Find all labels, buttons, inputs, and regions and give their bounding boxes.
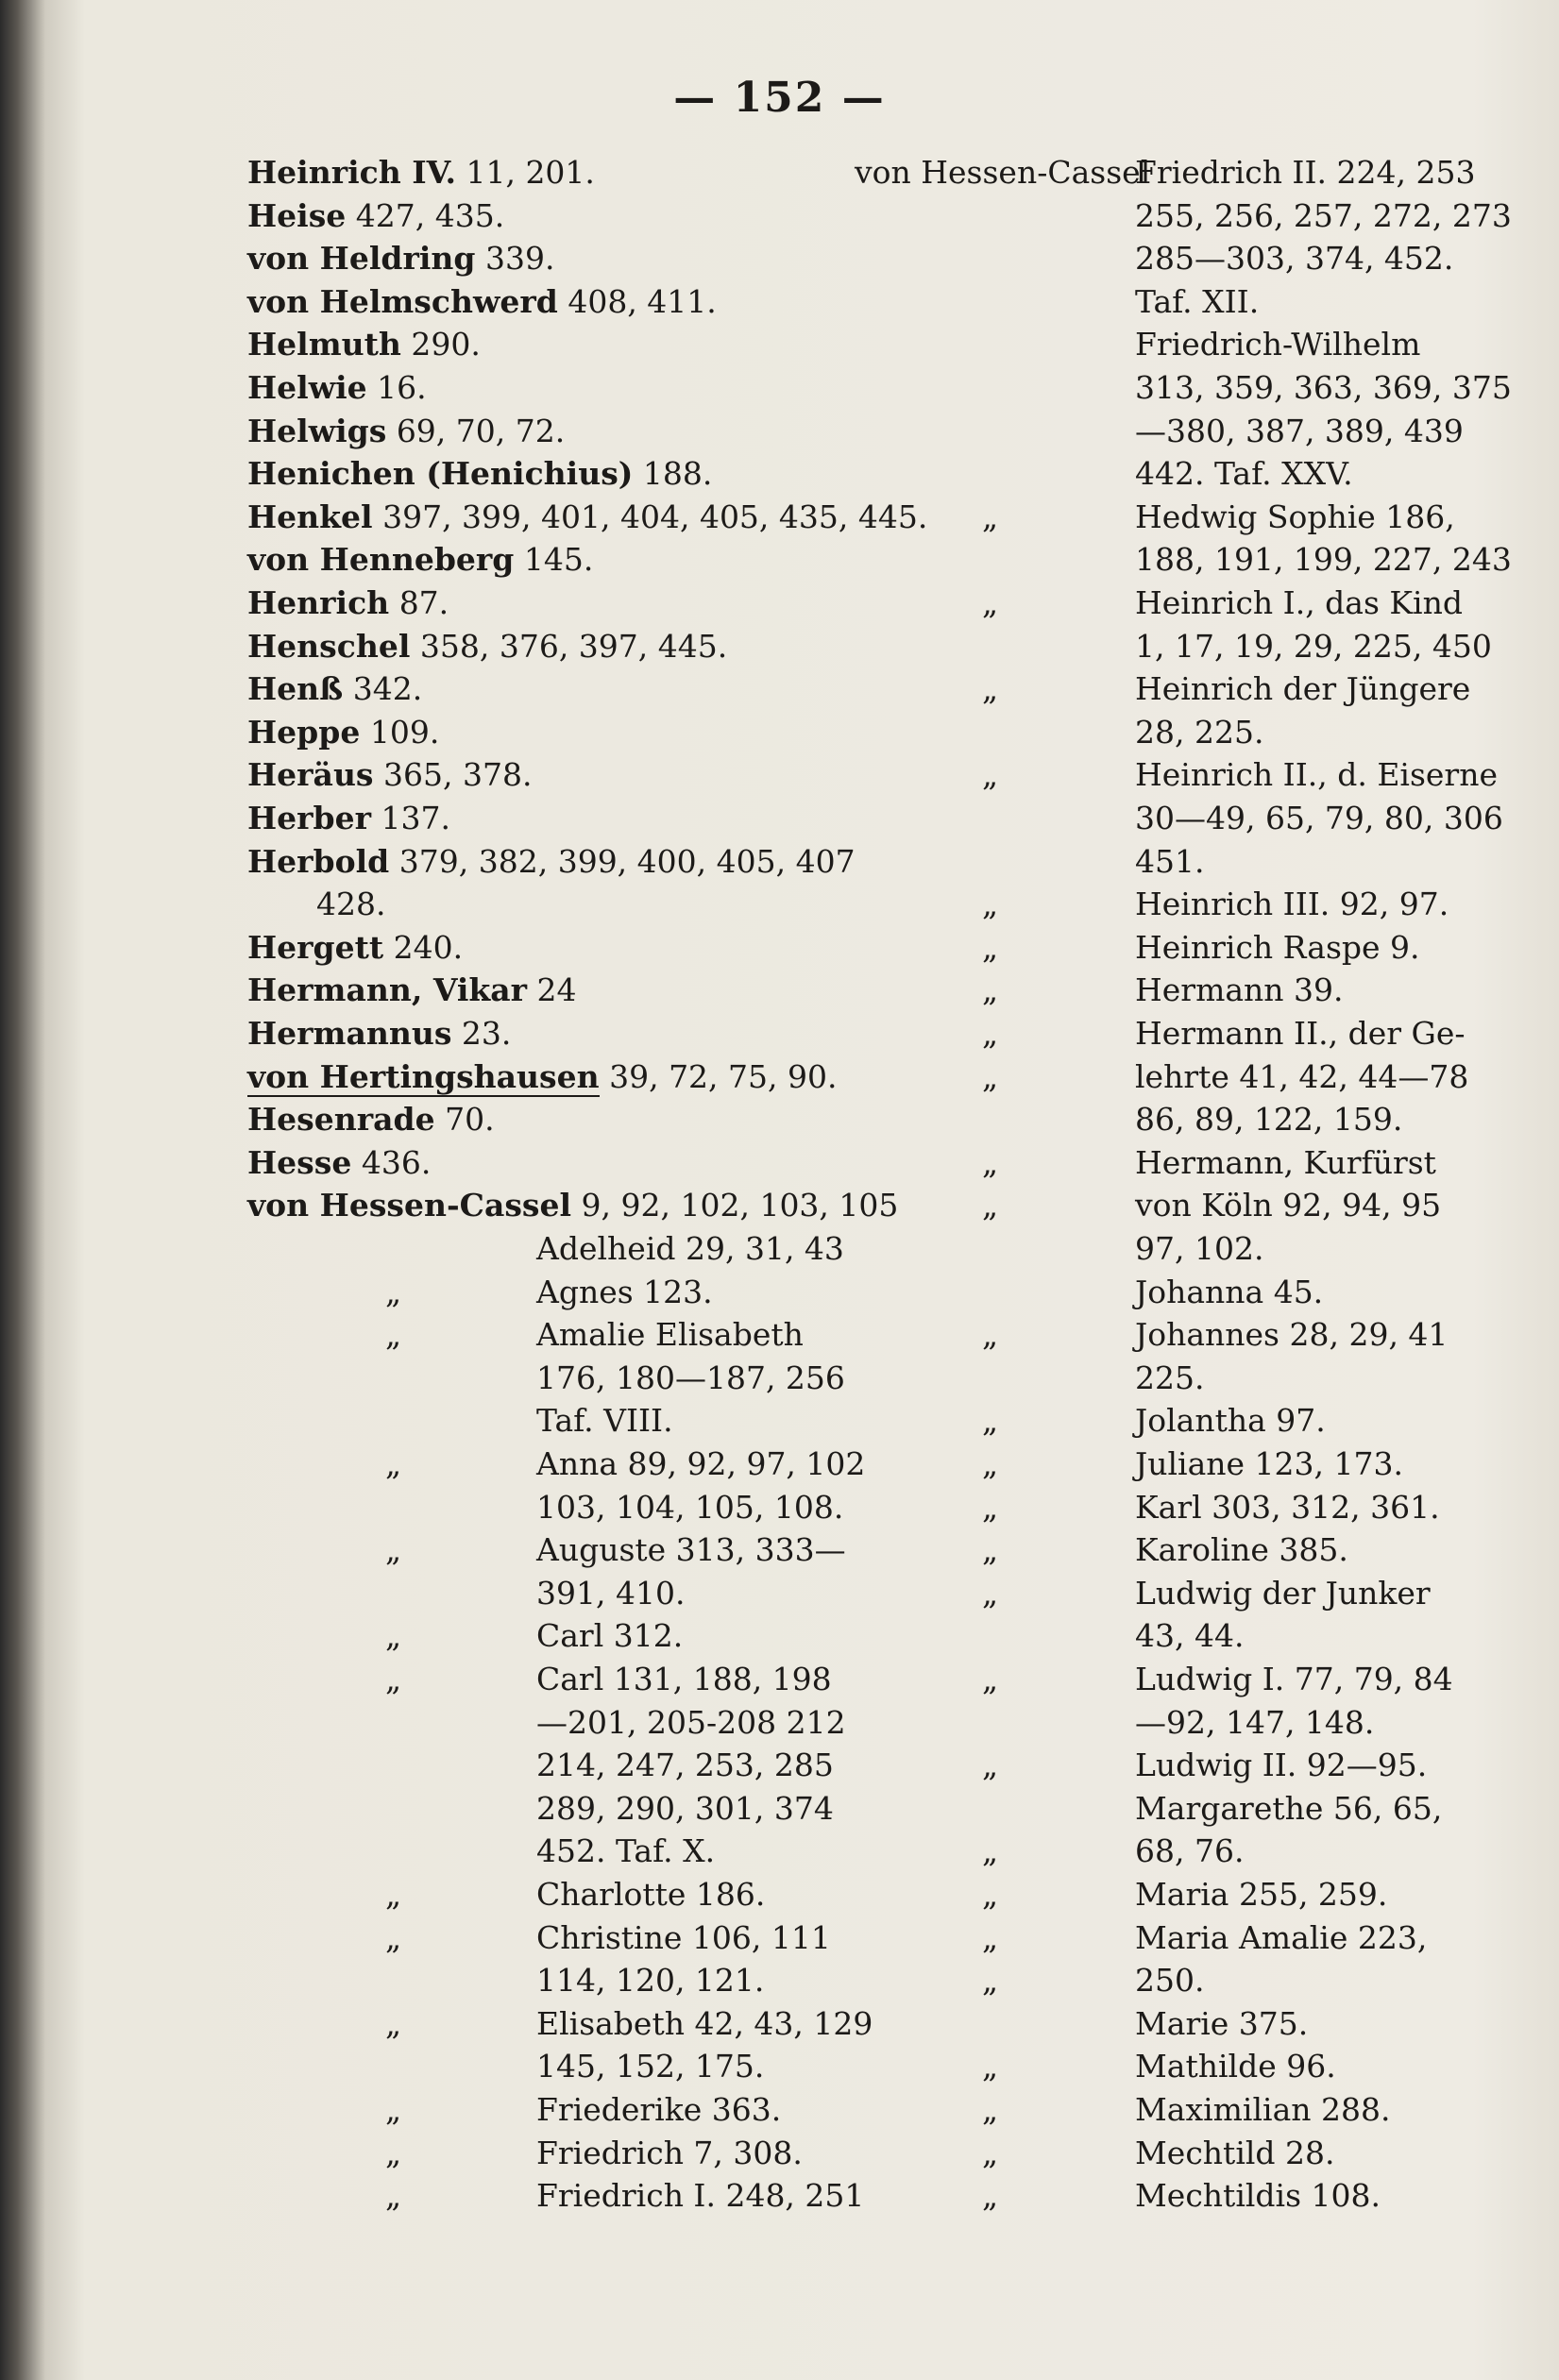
sub-entry: Adelheid 29, 31, 43: [536, 1230, 844, 1267]
entry-name: von Heldring: [247, 240, 476, 278]
index-entry: [247, 366, 427, 410]
ditto-mark: „: [982, 1876, 999, 1913]
entry-name: Henß: [247, 670, 344, 708]
ditto-mark: „: [982, 2134, 999, 2171]
sub-entry: 452. Taf. X.: [536, 1832, 716, 1870]
right-entry: Maria Amalie 223,: [1135, 1918, 1428, 1956]
index-entry: [247, 237, 554, 280]
ditto-mark: „: [385, 1617, 402, 1655]
sub-entry: Elisabeth 42, 43, 129: [536, 2004, 873, 2042]
ditto-mark: „: [982, 2048, 999, 2085]
sub-entry: Taf. VIII.: [536, 1402, 673, 1440]
ditto-mark: „: [385, 1918, 402, 1956]
right-entry: Ludwig der Junker: [1135, 1574, 1431, 1612]
ditto-mark: „: [982, 971, 999, 1009]
right-entry: Karl 303, 312, 361.: [1135, 1488, 1440, 1526]
ditto-mark: „: [982, 1574, 999, 1612]
entry-pages: 358, 376, 397, 445.: [419, 627, 728, 665]
index-entry: [316, 883, 385, 926]
entry-pages: 342.: [352, 670, 423, 708]
index-entry: [247, 323, 481, 366]
right-entry-continuation: 28, 225.: [1135, 713, 1264, 751]
entry-pages: 408, 411.: [568, 282, 717, 320]
index-entry: [247, 926, 463, 970]
entry-pages: 9, 92, 102, 103, 105: [581, 1187, 899, 1224]
entry-pages: 70.: [445, 1101, 495, 1139]
index-entry: [247, 151, 595, 194]
entry-name: Hergett: [247, 928, 384, 966]
entry-pages: 339.: [484, 240, 555, 278]
sub-entry: Charlotte 186.: [536, 1876, 766, 1913]
sub-entry: —201, 205-208 212: [536, 1703, 846, 1741]
sub-entry: Friederike 363.: [536, 2091, 782, 2128]
ditto-mark: „: [385, 1876, 402, 1913]
sub-entry: 145, 152, 175.: [536, 2048, 765, 2085]
ditto-mark: „: [982, 1747, 999, 1784]
right-entry-continuation: 451.: [1135, 842, 1205, 880]
right-entry: Maximilian 288.: [1135, 2091, 1391, 2128]
index-entry: [247, 280, 717, 324]
right-entry-continuation: lehrte 41, 42, 44—78: [1135, 1057, 1469, 1095]
right-entry-continuation: 442. Taf. XXV.: [1135, 455, 1353, 493]
index-entry: [247, 667, 422, 711]
entry-pages: 188.: [642, 455, 713, 493]
right-entry-continuation: 250.: [1135, 1962, 1205, 2000]
ditto-mark: „: [982, 1531, 999, 1569]
entry-name: von Hertingshausen: [247, 1057, 600, 1095]
ditto-mark: „: [982, 584, 999, 621]
entry-name: von Helmschwerd: [247, 282, 558, 320]
entry-name: Hesse: [247, 1143, 352, 1181]
right-entry: Friedrich II. 224, 253: [1135, 154, 1476, 191]
sub-entry: 391, 410.: [536, 1574, 686, 1612]
entry-pages: 87.: [398, 584, 449, 621]
entry-pages: 109.: [369, 713, 440, 751]
entry-pages: 11, 201.: [466, 154, 595, 191]
index-entry: [247, 410, 565, 453]
ditto-mark: „: [385, 2091, 402, 2128]
entry-pages: 137.: [381, 800, 451, 836]
right-entry: Heinrich II., d. Eiserne: [1135, 756, 1498, 794]
ditto-mark: „: [385, 1661, 402, 1697]
sub-entry: Anna 89, 92, 97, 102: [536, 1445, 866, 1482]
right-entry-continuation: 255, 256, 257, 272, 273: [1135, 196, 1512, 234]
entry-name: Hermann, Vikar: [247, 971, 528, 1009]
sub-entry: 103, 104, 105, 108.: [536, 1488, 844, 1526]
right-entry-continuation: 97, 102.: [1135, 1230, 1264, 1267]
ditto-mark: „: [982, 1015, 999, 1052]
right-entry: Hedwig Sophie 186,: [1135, 498, 1455, 535]
right-entry: Mechtildis 108.: [1135, 2177, 1381, 2215]
right-entry-continuation: 188, 191, 199, 227, 243: [1135, 541, 1512, 579]
index-entry: [247, 1012, 511, 1055]
right-entry: Heinrich Raspe 9.: [1135, 928, 1420, 966]
right-entry-continuation: 313, 359, 363, 369, 375: [1135, 369, 1512, 406]
right-entry-continuation: 68, 76.: [1135, 1832, 1245, 1870]
entry-name: Helwigs: [247, 412, 387, 449]
entry-name: Hermannus: [247, 1015, 452, 1052]
right-entry: Margarethe 56, 65,: [1135, 1789, 1443, 1827]
entry-pages: 365, 378.: [383, 756, 533, 794]
right-entry: Hermann II., der Ge-: [1135, 1015, 1466, 1052]
ditto-mark: „: [385, 2177, 402, 2215]
sub-entry: 289, 290, 301, 374: [536, 1789, 834, 1827]
right-column-heading: von Hessen-Cassel: [855, 154, 1151, 191]
right-entry-continuation: 285—303, 374, 452.: [1135, 240, 1454, 278]
ditto-mark: „: [982, 756, 999, 794]
right-entry: Heinrich I., das Kind: [1135, 584, 1463, 621]
right-entry: Marie 375.: [1135, 2004, 1309, 2042]
ditto-mark: „: [982, 1445, 999, 1482]
index-entry: [247, 1141, 431, 1185]
entry-pages: 39, 72, 75, 90.: [609, 1057, 838, 1095]
right-entry: Friedrich-Wilhelm: [1135, 326, 1421, 363]
ditto-mark: „: [982, 2091, 999, 2128]
ditto-mark: „: [385, 1273, 402, 1310]
right-entry-continuation: 86, 89, 122, 159.: [1135, 1101, 1403, 1139]
index-entry: [247, 1098, 495, 1141]
index-entry: [247, 625, 727, 668]
ditto-mark: „: [982, 1057, 999, 1095]
sub-entry: Friedrich I. 248, 251: [536, 2177, 865, 2215]
right-entry-continuation: von Köln 92, 94, 95: [1135, 1187, 1442, 1224]
entry-name: Heise: [247, 196, 347, 234]
sub-entry: Auguste 313, 333—: [536, 1531, 846, 1569]
sub-entry: Friedrich 7, 308.: [536, 2134, 803, 2171]
right-entry: Mathilde 96.: [1135, 2048, 1336, 2085]
entry-pages: 24: [536, 971, 577, 1009]
right-entry-continuation: 1, 17, 19, 29, 225, 450: [1135, 627, 1492, 665]
entry-name: Heinrich IV.: [247, 154, 456, 191]
entry-name: Henichen (Henichius): [247, 455, 634, 493]
index-entry: [247, 582, 449, 625]
right-entry: Hermann 39.: [1135, 971, 1344, 1009]
right-entry: Heinrich III. 92, 97.: [1135, 886, 1449, 923]
entry-name: Heppe: [247, 713, 361, 751]
index-entry: [247, 840, 856, 884]
ditto-mark: „: [982, 1962, 999, 2000]
sub-entry: Amalie Elisabeth: [536, 1316, 804, 1354]
ditto-mark: „: [982, 928, 999, 966]
ditto-mark: „: [982, 1402, 999, 1440]
right-entry-continuation: 43, 44.: [1135, 1617, 1245, 1655]
ditto-mark: „: [982, 1316, 999, 1354]
sub-entry: 114, 120, 121.: [536, 1962, 765, 2000]
sub-entry: Agnes 123.: [536, 1273, 713, 1310]
right-entry: Jolantha 97.: [1135, 1402, 1326, 1440]
entry-pages: 290.: [411, 326, 481, 363]
sub-entry: 214, 247, 253, 285: [536, 1747, 834, 1784]
right-entry: Johanna 45.: [1135, 1273, 1324, 1310]
right-entry: Ludwig II. 92—95.: [1135, 1747, 1428, 1784]
right-entry-continuation: Taf. XII.: [1135, 282, 1260, 320]
entry-name: Helwie: [247, 369, 367, 406]
right-entry: Mechtild 28.: [1135, 2134, 1335, 2171]
entry-pages: 240.: [393, 928, 464, 966]
index-entry: [247, 753, 532, 797]
index-entry: [247, 711, 439, 754]
ditto-mark: „: [385, 2004, 402, 2042]
index-entry: [247, 496, 927, 539]
right-entry: Juliane 123, 173.: [1135, 1445, 1403, 1482]
ditto-mark: „: [982, 1832, 999, 1870]
right-entry: Maria 255, 259.: [1135, 1876, 1388, 1913]
entry-pages: 145.: [523, 541, 594, 579]
right-entry: Johannes 28, 29, 41: [1135, 1316, 1449, 1354]
entry-pages: 379, 382, 399, 400, 405, 407: [398, 842, 856, 880]
ditto-mark: „: [982, 670, 999, 708]
entry-name: von Henneberg: [247, 541, 515, 579]
right-entry: Heinrich der Jüngere: [1135, 670, 1471, 708]
index-entry: [247, 1055, 838, 1099]
ditto-mark: „: [385, 1531, 402, 1569]
sub-entry: Christine 106, 111: [536, 1918, 831, 1956]
entry-pages: 23.: [461, 1015, 512, 1052]
ditto-mark: „: [982, 498, 999, 535]
entry-name: Henrich: [247, 584, 390, 621]
entry-name: Heräus: [247, 756, 374, 794]
ditto-mark: „: [982, 2177, 999, 2215]
sub-entry: Carl 312.: [536, 1617, 684, 1655]
index-entry: [247, 1184, 898, 1227]
right-entry-continuation: 225.: [1135, 1359, 1205, 1396]
ditto-mark: „: [385, 1316, 402, 1354]
right-entry: Karoline 385.: [1135, 1531, 1348, 1569]
sub-entry: Carl 131, 188, 198: [536, 1661, 832, 1697]
sub-entry: 176, 180—187, 256: [536, 1359, 845, 1396]
index-entry: [247, 452, 712, 496]
right-entry-continuation: —92, 147, 148.: [1135, 1703, 1375, 1741]
ditto-mark: „: [982, 886, 999, 923]
right-entry: Hermann, Kurfürst: [1135, 1143, 1436, 1181]
index-entry: [247, 969, 577, 1012]
ditto-mark: „: [385, 2134, 402, 2171]
entry-name: Hesenrade: [247, 1101, 435, 1139]
entry-pages: 16.: [377, 369, 427, 406]
entry-pages: 428.: [316, 886, 386, 923]
right-entry-continuation: 30—49, 65, 79, 80, 306: [1135, 800, 1503, 836]
entry-pages: 427, 435.: [355, 196, 505, 234]
right-entry-continuation: —380, 387, 389, 439: [1135, 412, 1464, 449]
entry-name: Henschel: [247, 627, 411, 665]
entry-pages: 69, 70, 72.: [396, 412, 566, 449]
ditto-mark: „: [982, 1143, 999, 1181]
entry-name: von Hessen-Cassel: [247, 1187, 572, 1224]
entry-name: Henkel: [247, 498, 373, 535]
entry-name: Helmuth: [247, 326, 401, 363]
ditto-mark: „: [982, 1488, 999, 1526]
ditto-mark: „: [982, 1918, 999, 1956]
ditto-mark: „: [982, 1661, 999, 1697]
right-entry: Ludwig I. 77, 79, 84: [1135, 1661, 1453, 1697]
entry-pages: 397, 399, 401, 404, 405, 435, 445.: [382, 498, 928, 535]
ditto-mark: „: [385, 1445, 402, 1482]
entry-name: Herbold: [247, 842, 390, 880]
index-entry: [247, 538, 593, 582]
page-number: — 152 —: [673, 74, 886, 122]
entry-pages: 436.: [361, 1143, 432, 1181]
entry-name: Herber: [247, 800, 372, 836]
index-entry: [247, 194, 504, 238]
index-entry: [247, 797, 450, 840]
ditto-mark: „: [982, 1187, 999, 1224]
